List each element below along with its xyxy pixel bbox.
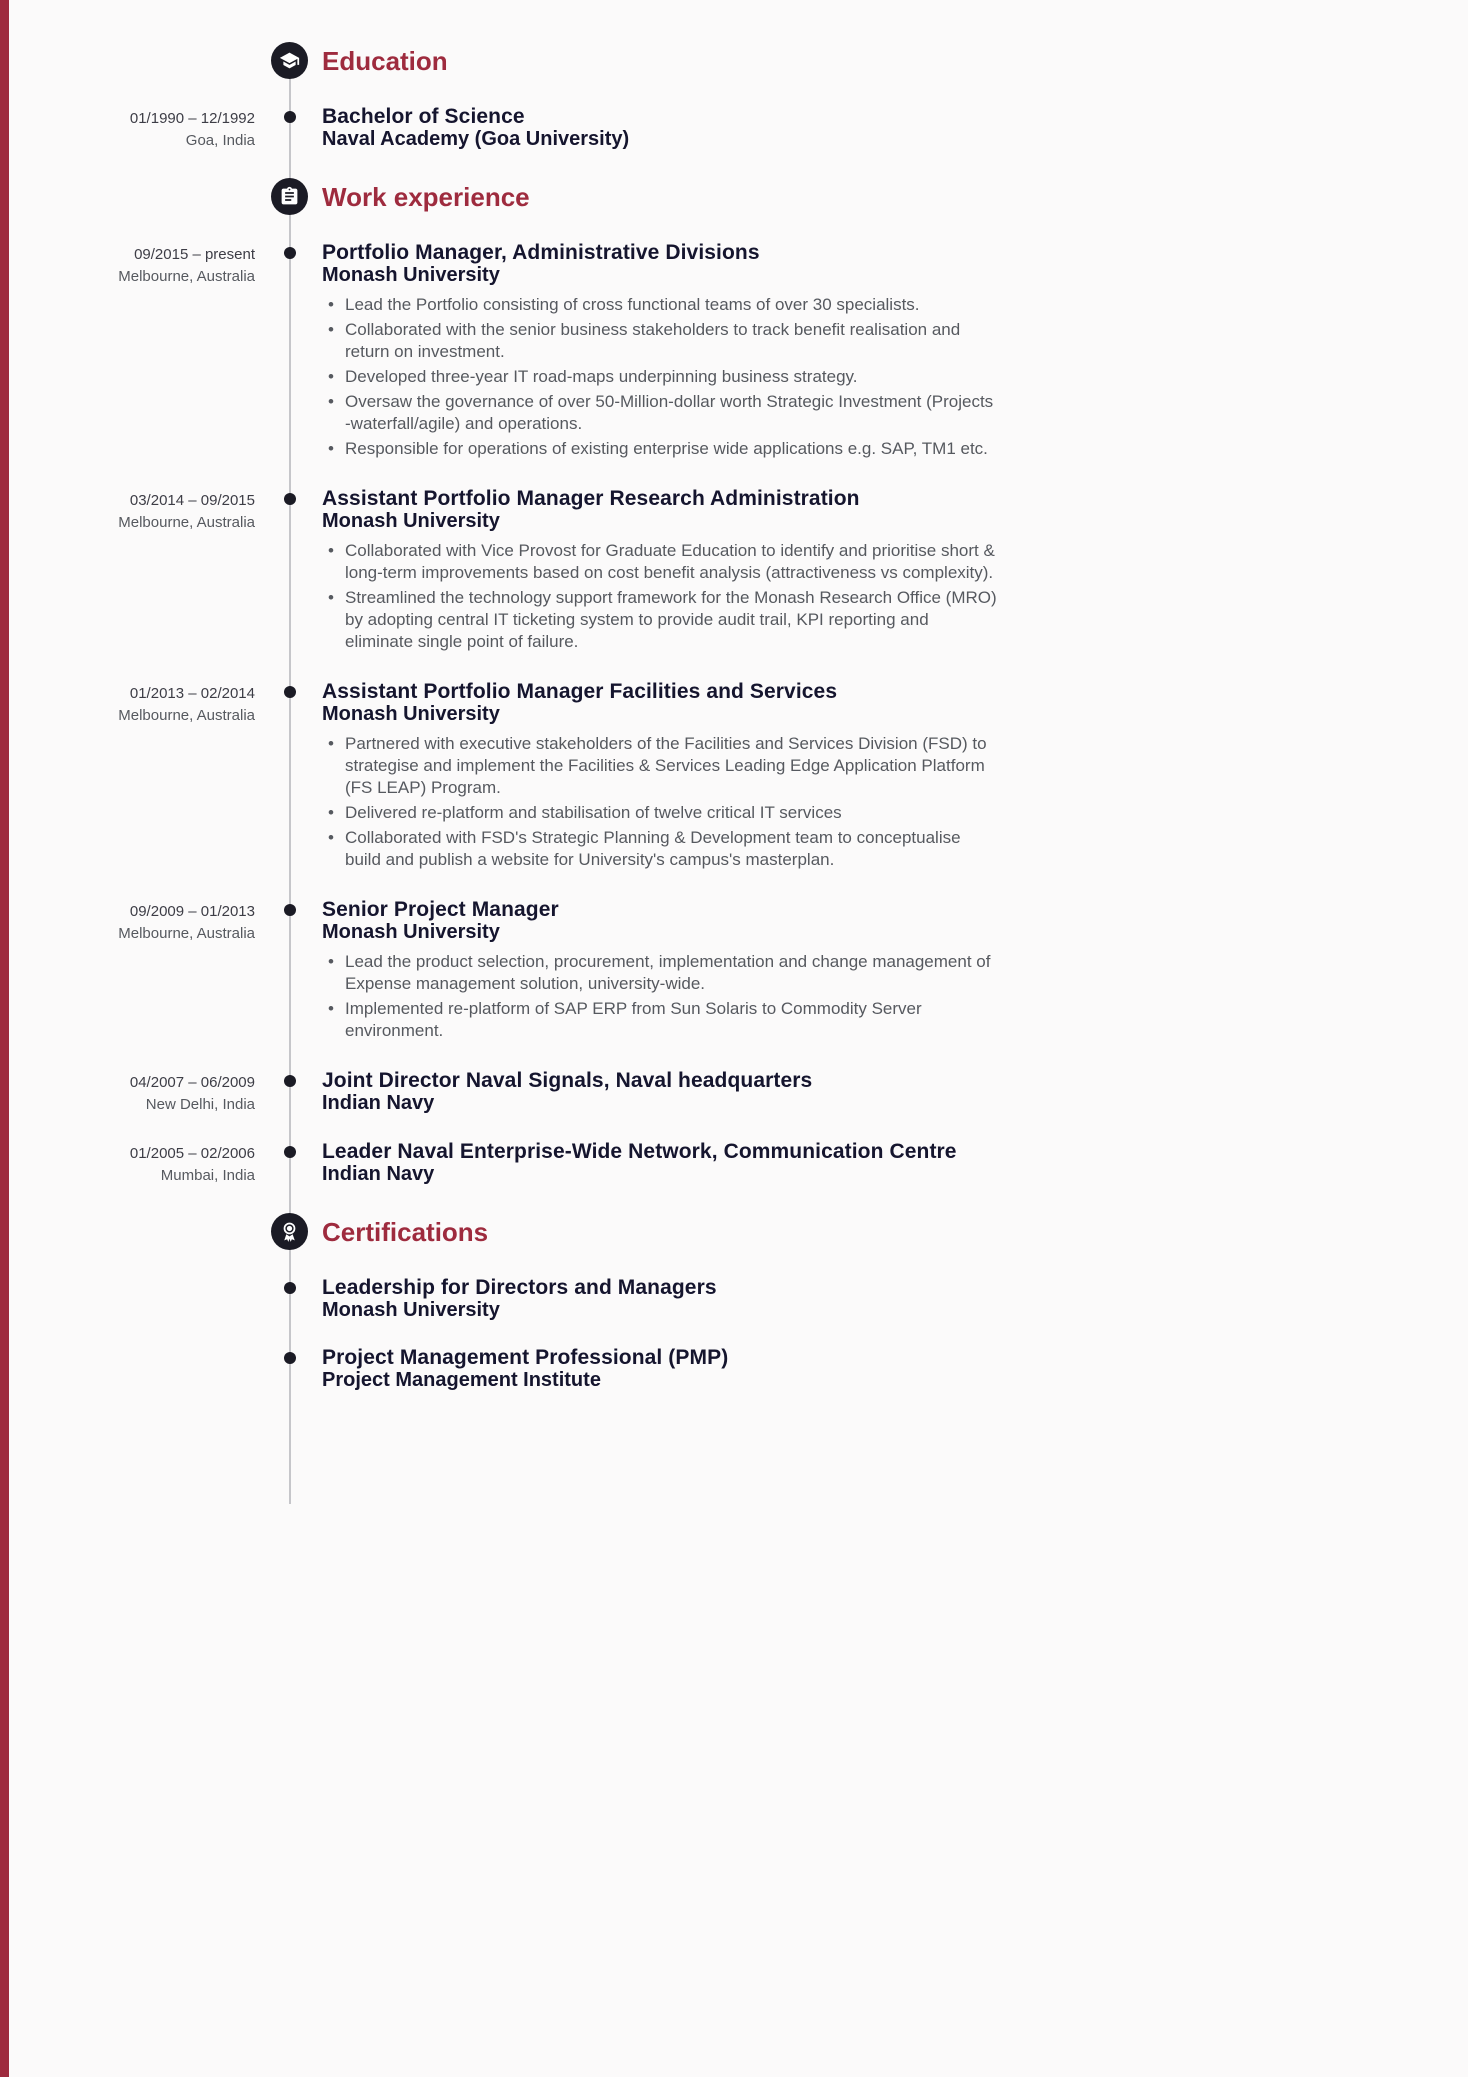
entry-body	[322, 241, 998, 463]
timeline-entry	[0, 898, 1468, 1045]
entry-subtitle: Project Management Institute	[322, 1369, 601, 1391]
entry-location: Goa, India	[185, 132, 255, 149]
section-entries	[0, 105, 1468, 152]
timeline-dot	[284, 1075, 296, 1087]
section-title: Work experience	[322, 181, 530, 212]
timeline-entry	[0, 105, 1468, 152]
entry-meta	[0, 487, 255, 656]
entry-subtitle: Indian Navy	[322, 1092, 435, 1114]
entry-date: 09/2009 – 01/2013	[129, 903, 255, 920]
entry-dot-column	[255, 1140, 322, 1187]
entry-body	[322, 898, 998, 1045]
entry-date: 04/2007 – 06/2009	[129, 1074, 255, 1091]
bullet-point: • Developed three-year IT road-maps underpinning business strategy.	[322, 366, 998, 388]
bullet-point: • Collaborated with FSD's Strategic Planning & Development team to conceptualise build and publish a website for University's campus's masterplan.	[322, 827, 998, 871]
section-header	[0, 178, 1468, 215]
bullet-point: • Partnered with executive stakeholders of the Facilities and Services Division (FSD) to strategise and implement the Facilities & Services Leading Edge Application Platform (FS LEAP) Program.	[322, 733, 998, 799]
timeline-entry	[0, 1276, 1468, 1322]
entry-meta	[0, 898, 255, 1045]
entry-subtitle: Monash University	[322, 921, 500, 943]
entry-bullets	[322, 733, 998, 871]
timeline-entry	[0, 1140, 1468, 1187]
entry-title: Project Management Professional (PMP)	[322, 1346, 729, 1369]
entry-meta	[0, 241, 255, 463]
section-entries	[0, 1276, 1468, 1392]
bullet-point: • Lead the Portfolio consisting of cross functional teams of over 30 specialists.	[322, 294, 998, 316]
graduation-cap-icon	[279, 50, 300, 71]
timeline-entry	[0, 241, 1468, 463]
entry-body	[322, 1069, 998, 1116]
section-entries	[0, 241, 1468, 1187]
entry-dot-column	[255, 241, 322, 463]
entry-title: Assistant Portfolio Manager Research Administration	[322, 487, 860, 510]
entry-body	[322, 1140, 998, 1187]
bullet-point: • Collaborated with Vice Provost for Graduate Education to identify and prioritise short & long-term improvements based on cost benefit analysis (attractiveness vs complexity).	[322, 540, 998, 584]
bullet-point: • Delivered re-platform and stabilisation of twelve critical IT services	[322, 802, 998, 824]
entry-date: 01/2013 – 02/2014	[129, 685, 255, 702]
section-header-spacer	[0, 1213, 255, 1250]
entry-title: Bachelor of Science	[322, 105, 525, 128]
timeline-dot	[284, 904, 296, 916]
entry-bullets	[322, 294, 998, 460]
entry-meta	[0, 1069, 255, 1116]
entry-subtitle: Monash University	[322, 264, 500, 286]
entry-meta	[0, 680, 255, 874]
section-header-spacer	[0, 178, 255, 215]
timeline-entry	[0, 1069, 1468, 1116]
entry-subtitle: Monash University	[322, 510, 500, 532]
bullet-point: • Lead the product selection, procurement, implementation and change management of Expense management solution, university-wide.	[322, 951, 998, 995]
entry-subtitle: Naval Academy (Goa University)	[322, 128, 630, 150]
entry-title: Leader Naval Enterprise-Wide Network, Communication Centre	[322, 1140, 957, 1163]
section-title: Certifications	[322, 1216, 489, 1247]
entry-body	[322, 105, 998, 152]
section-icon-circle	[271, 178, 308, 215]
timeline-entry	[0, 1346, 1468, 1392]
entry-title: Senior Project Manager	[322, 898, 559, 921]
bullet-point: • Oversaw the governance of over 50-Million-dollar worth Strategic Investment (Projects -waterfall/agile) and operations.	[322, 391, 998, 435]
entry-title: Portfolio Manager, Administrative Divisions	[322, 241, 760, 264]
entry-dot-column	[255, 105, 322, 152]
entry-location: Mumbai, India	[160, 1167, 255, 1184]
entry-body	[322, 1276, 998, 1322]
section-title: Education	[322, 45, 448, 76]
entry-subtitle: Monash University	[322, 1299, 500, 1321]
timeline-dot	[284, 111, 296, 123]
timeline-dot	[284, 1352, 296, 1364]
section-icon-circle	[271, 42, 308, 79]
entry-title: Joint Director Naval Signals, Naval headquarters	[322, 1069, 813, 1092]
entry-subtitle: Indian Navy	[322, 1163, 435, 1185]
timeline-dot	[284, 247, 296, 259]
entry-location: Melbourne, Australia	[118, 268, 255, 285]
entry-location: Melbourne, Australia	[118, 707, 255, 724]
bullet-point: • Streamlined the technology support framework for the Monash Research Office (MRO) by adopting central IT ticketing system to provide audit trail, KPI reporting and eliminate single point of failure.	[322, 587, 998, 653]
entry-meta	[0, 1346, 255, 1392]
section-header	[0, 1213, 1468, 1250]
entry-body	[322, 487, 998, 656]
entry-body	[322, 1346, 998, 1392]
entry-dot-column	[255, 680, 322, 874]
section-header	[0, 42, 1468, 79]
entry-date: 03/2014 – 09/2015	[129, 492, 255, 509]
entry-title: Leadership for Directors and Managers	[322, 1276, 717, 1299]
entry-meta	[0, 1140, 255, 1187]
entry-meta	[0, 105, 255, 152]
entry-dot-column	[255, 1346, 322, 1392]
bullet-point: • Implemented re-platform of SAP ERP from Sun Solaris to Commodity Server environment.	[322, 998, 998, 1042]
timeline-entry	[0, 487, 1468, 656]
timeline-dot	[284, 493, 296, 505]
entry-date: 01/1990 – 12/1992	[129, 110, 255, 127]
section-certifications	[0, 1213, 1468, 1392]
entry-bullets	[322, 540, 998, 653]
entry-title: Assistant Portfolio Manager Facilities and Services	[322, 680, 838, 703]
entry-bullets	[322, 951, 998, 1042]
timeline-dot	[284, 686, 296, 698]
timeline-entry	[0, 680, 1468, 874]
entry-dot-column	[255, 1276, 322, 1322]
section-work-experience	[0, 178, 1468, 1187]
entry-dot-column	[255, 1069, 322, 1116]
timeline-dot	[284, 1146, 296, 1158]
entry-dot-column	[255, 487, 322, 656]
entry-meta	[0, 1276, 255, 1322]
bullet-point: • Responsible for operations of existing enterprise wide applications e.g. SAP, TM1 etc.	[322, 438, 998, 460]
entry-dot-column	[255, 898, 322, 1045]
entry-location: Melbourne, Australia	[118, 925, 255, 942]
timeline-dot	[284, 1282, 296, 1294]
clipboard-icon	[279, 186, 300, 207]
certificate-ribbon-icon	[279, 1221, 300, 1242]
section-icon-circle	[271, 1213, 308, 1250]
entry-date: 01/2005 – 02/2006	[129, 1145, 255, 1162]
entry-location: New Delhi, India	[145, 1096, 255, 1113]
entry-subtitle: Monash University	[322, 703, 500, 725]
section-header-spacer	[0, 42, 255, 79]
entry-date: 09/2015 – present	[134, 246, 255, 263]
entry-body	[322, 680, 998, 874]
bullet-point: • Collaborated with the senior business stakeholders to track benefit realisation and return on investment.	[322, 319, 998, 363]
section-education	[0, 42, 1468, 152]
entry-location: Melbourne, Australia	[118, 514, 255, 531]
